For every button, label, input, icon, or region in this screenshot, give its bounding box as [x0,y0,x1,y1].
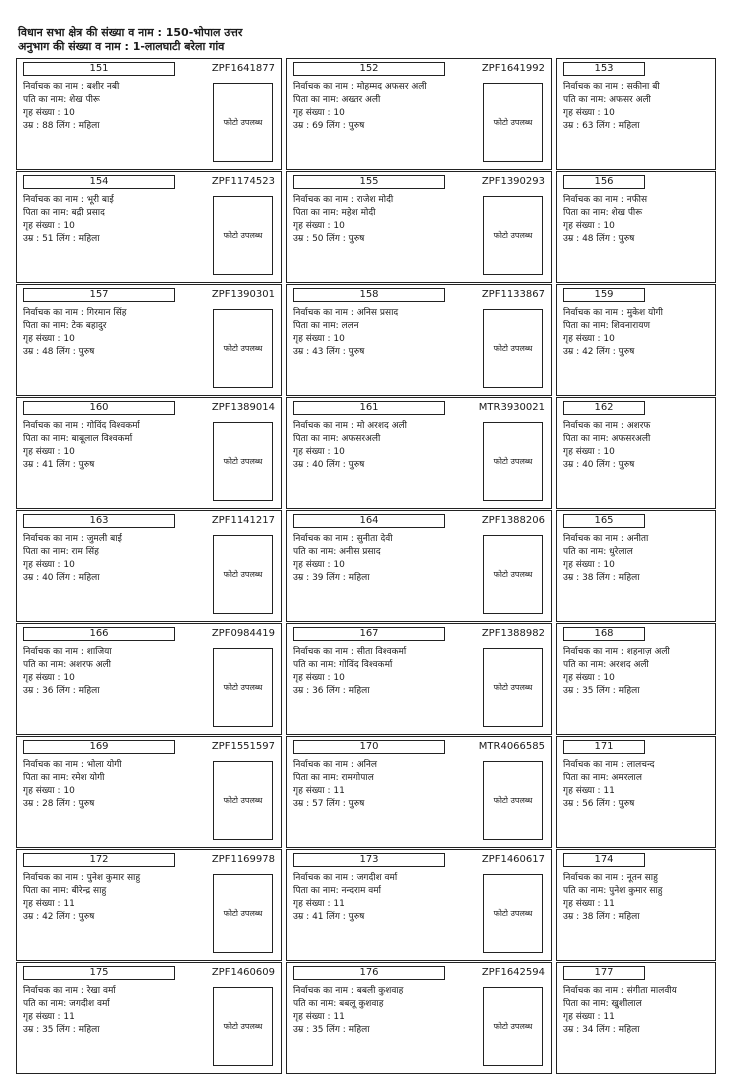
relation-name: पति का नाम: धुरेलाल [563,547,633,557]
age-gender: उम्र : 35 लिंग : महिला [23,1025,100,1035]
photo-placeholder: फोटो उपलब्ध [213,422,273,501]
house-number: गृह संख्या : 10 [563,334,615,344]
age-gender: उम्र : 57 लिंग : पुरुष [293,799,365,809]
serial-number: 176 [293,966,445,980]
relation-name: पिता का नाम: राम सिंह [23,547,99,557]
serial-number: 177 [563,966,645,980]
relation-name: पति का नाम: अफसर अली [563,95,651,105]
house-number: गृह संख्या : 11 [563,899,615,909]
relation-name: पति का नाम: गोविंद विश्वकर्मा [293,660,393,670]
photo-placeholder: फोटो उपलब्ध [213,874,273,953]
epic-number: ZPF1174523 [211,176,275,187]
photo-placeholder: फोटो उपलब्ध [483,761,543,840]
voter-name: निर्वाचक का नाम : शाजिया [23,647,112,657]
age-gender: उम्र : 69 लिंग : पुरुष [293,121,365,131]
epic-number: ZPF1390293 [481,176,545,187]
photo-placeholder: फोटो उपलब्ध [213,196,273,275]
voter-name: निर्वाचक का नाम : रेखा वर्मा [23,986,116,996]
voter-name: निर्वाचक का नाम : लालचन्द [563,760,655,770]
house-number: गृह संख्या : 10 [293,108,345,118]
age-gender: उम्र : 41 लिंग : पुरुष [293,912,365,922]
house-number: गृह संख्या : 10 [293,334,345,344]
serial-number: 171 [563,740,645,754]
voter-card [16,736,282,848]
relation-name: पिता का नाम: रमेश योगी [23,773,105,783]
voter-name: निर्वाचक का नाम : सकीना बी [563,82,660,92]
age-gender: उम्र : 40 लिंग : पुरुष [563,460,635,470]
voter-name: निर्वाचक का नाम : भोला योगी [23,760,122,770]
house-number: गृह संख्या : 10 [23,108,75,118]
relation-name: पिता का नाम: शेख पीरू [563,208,643,218]
age-gender: उम्र : 28 लिंग : पुरुष [23,799,95,809]
relation-name: पिता का नाम: अफसरअली [563,434,651,444]
house-number: गृह संख्या : 11 [293,899,345,909]
relation-name: पिता का नाम: बद्री प्रसाद [23,208,105,218]
voter-name: निर्वाचक का नाम : मो अरशद अली [293,421,407,431]
photo-placeholder: फोटो उपलब्ध [483,535,543,614]
house-number: गृह संख्या : 11 [293,786,345,796]
relation-name: पिता का नाम: शिवनारायण [563,321,650,331]
epic-number: ZPF1460609 [211,967,275,978]
voter-card [556,397,716,509]
voter-card [16,510,282,622]
serial-number: 164 [293,514,445,528]
serial-number: 152 [293,62,445,76]
serial-number: 167 [293,627,445,641]
house-number: गृह संख्या : 10 [293,673,345,683]
card-row [16,397,712,510]
age-gender: उम्र : 36 लिंग : महिला [23,686,100,696]
relation-name: पिता का नाम: ललन [293,321,359,331]
serial-number: 166 [23,627,175,641]
card-row [16,736,712,849]
card-row [16,623,712,736]
card-row [16,962,712,1075]
house-number: गृह संख्या : 10 [293,221,345,231]
relation-name: पिता का नाम: अमरलाल [563,773,642,783]
house-number: गृह संख्या : 10 [23,560,75,570]
card-row [16,510,712,623]
card-row [16,171,712,284]
epic-number: ZPF0984419 [211,628,275,639]
relation-name: पति का नाम: बबलू कुशवाह [293,999,384,1009]
house-number: गृह संख्या : 10 [23,447,75,457]
serial-number: 165 [563,514,645,528]
age-gender: उम्र : 34 लिंग : महिला [563,1025,640,1035]
epic-number: ZPF1641877 [211,63,275,74]
serial-number: 158 [293,288,445,302]
house-number: गृह संख्या : 10 [563,560,615,570]
voter-name: निर्वाचक का नाम : अनीता [563,534,649,544]
voter-name: निर्वाचक का नाम : जुमली बाई [23,534,122,544]
relation-name: पिता का नाम: अफसरअली [293,434,381,444]
relation-name: पिता का नाम: बीरेन्द्र साहु [23,886,107,896]
voter-card [286,510,552,622]
voter-name: निर्वाचक का नाम : राजेश मोदी [293,195,394,205]
voter-card [16,284,282,396]
serial-number: 154 [23,175,175,189]
serial-number: 153 [563,62,645,76]
age-gender: उम्र : 48 लिंग : पुरुष [23,347,95,357]
house-number: गृह संख्या : 11 [563,786,615,796]
voter-name: निर्वाचक का नाम : बबली कुशवाह [293,986,404,996]
epic-number: ZPF1141217 [211,515,275,526]
voter-name: निर्वाचक का नाम : गिरमान सिंह [23,308,127,318]
photo-placeholder: फोटो उपलब्ध [483,309,543,388]
voter-card [286,962,552,1074]
relation-name: पिता का नाम: नन्दराम वर्मा [293,886,381,896]
photo-placeholder: फोटो उपलब्ध [483,422,543,501]
epic-number: MTR4066585 [478,741,545,752]
voter-card [286,171,552,283]
serial-number: 155 [293,175,445,189]
voter-name: निर्वाचक का नाम : मुकेश योगी [563,308,663,318]
voter-card [556,284,716,396]
card-row [16,849,712,962]
age-gender: उम्र : 35 लिंग : महिला [563,686,640,696]
relation-name: पिता का नाम: खुशीलाल [563,999,642,1009]
photo-placeholder: फोटो उपलब्ध [213,535,273,614]
relation-name: पिता का नाम: बाबूलाल विश्वकर्मा [23,434,133,444]
age-gender: उम्र : 39 लिंग : महिला [293,573,370,583]
age-gender: उम्र : 41 लिंग : पुरुष [23,460,95,470]
age-gender: उम्र : 40 लिंग : महिला [23,573,100,583]
serial-number: 156 [563,175,645,189]
serial-number: 157 [23,288,175,302]
serial-number: 168 [563,627,645,641]
photo-placeholder: फोटो उपलब्ध [213,83,273,162]
house-number: गृह संख्या : 10 [563,673,615,683]
house-number: गृह संख्या : 10 [563,108,615,118]
voter-name: निर्वाचक का नाम : नूतन साहु [563,873,658,883]
age-gender: उम्र : 42 लिंग : पुरुष [23,912,95,922]
epic-number: ZPF1133867 [481,289,545,300]
voter-card [556,58,716,170]
voter-card [286,849,552,961]
voter-card [16,58,282,170]
serial-number: 170 [293,740,445,754]
voter-card [556,510,716,622]
voter-name: निर्वाचक का नाम : सुनीता देवी [293,534,393,544]
age-gender: उम्र : 43 लिंग : पुरुष [293,347,365,357]
photo-placeholder: फोटो उपलब्ध [483,648,543,727]
card-row [16,58,712,171]
serial-number: 160 [23,401,175,415]
card-row [16,284,712,397]
voter-name: निर्वाचक का नाम : बशीर नबी [23,82,120,92]
relation-name: पिता का नाम: महेश मोदी [293,208,376,218]
serial-number: 159 [563,288,645,302]
voter-card [286,58,552,170]
epic-number: ZPF1460617 [481,854,545,865]
photo-placeholder: फोटो उपलब्ध [213,648,273,727]
photo-placeholder: फोटो उपलब्ध [213,309,273,388]
house-number: गृह संख्या : 10 [23,334,75,344]
house-number: गृह संख्या : 10 [563,447,615,457]
serial-number: 162 [563,401,645,415]
age-gender: उम्र : 35 लिंग : महिला [293,1025,370,1035]
serial-number: 175 [23,966,175,980]
relation-name: पति का नाम: अनीस प्रसाद [293,547,381,557]
serial-number: 163 [23,514,175,528]
epic-number: ZPF1388206 [481,515,545,526]
photo-placeholder: फोटो उपलब्ध [483,83,543,162]
house-number: गृह संख्या : 10 [563,221,615,231]
serial-number: 174 [563,853,645,867]
voter-name: निर्वाचक का नाम : मोहम्मद अफसर अली [293,82,427,92]
voter-name: निर्वाचक का नाम : जगदीश वर्मा [293,873,398,883]
voter-card [16,171,282,283]
age-gender: उम्र : 40 लिंग : पुरुष [293,460,365,470]
age-gender: उम्र : 63 लिंग : महिला [563,121,640,131]
photo-placeholder: फोटो उपलब्ध [483,196,543,275]
epic-number: ZPF1389014 [211,402,275,413]
serial-number: 172 [23,853,175,867]
epic-number: ZPF1642594 [481,967,545,978]
voter-card [16,849,282,961]
age-gender: उम्र : 38 लिंग : महिला [563,573,640,583]
voter-card [556,962,716,1074]
house-number: गृह संख्या : 10 [23,221,75,231]
relation-name: पिता का नाम: टेक बहादुर [23,321,107,331]
epic-number: ZPF1551597 [211,741,275,752]
house-number: गृह संख्या : 10 [23,673,75,683]
relation-name: पति का नाम: अशरफ अली [23,660,111,670]
voter-card [556,171,716,283]
relation-name: पति का नाम: जगदीश वर्मा [23,999,110,1009]
house-number: गृह संख्या : 11 [23,899,75,909]
serial-number: 151 [23,62,175,76]
voter-name: निर्वाचक का नाम : अनिस प्रसाद [293,308,399,318]
age-gender: उम्र : 42 लिंग : पुरुष [563,347,635,357]
voter-name: निर्वाचक का नाम : अशरफ [563,421,651,431]
age-gender: उम्र : 48 लिंग : पुरुष [563,234,635,244]
age-gender: उम्र : 88 लिंग : महिला [23,121,100,131]
house-number: गृह संख्या : 10 [293,447,345,457]
voter-card [286,397,552,509]
house-number: गृह संख्या : 11 [563,1012,615,1022]
epic-number: MTR3930021 [478,402,545,413]
serial-number: 173 [293,853,445,867]
house-number: गृह संख्या : 10 [23,786,75,796]
photo-placeholder: फोटो उपलब्ध [483,874,543,953]
age-gender: उम्र : 50 लिंग : पुरुष [293,234,365,244]
house-number: गृह संख्या : 10 [293,560,345,570]
voter-name: निर्वाचक का नाम : संगीता मालवीय [563,986,677,996]
photo-placeholder: फोटो उपलब्ध [213,987,273,1066]
section-title: अनुभाग की संख्या व नाम : 1-लालघाटी बरेला गांव [18,40,225,53]
voter-card [286,736,552,848]
voter-name: निर्वाचक का नाम : सीता विश्वकर्मा [293,647,407,657]
relation-name: पति का नाम: अरशद अली [563,660,649,670]
epic-number: ZPF1388982 [481,628,545,639]
voter-name: निर्वाचक का नाम : शहनाज़ अली [563,647,670,657]
voter-card [556,736,716,848]
voter-card [16,962,282,1074]
voter-card [556,849,716,961]
photo-placeholder: फोटो उपलब्ध [483,987,543,1066]
voter-name: निर्वाचक का नाम : नफीस [563,195,648,205]
voter-name: निर्वाचक का नाम : भूरी बाई [23,195,114,205]
constituency-title: विधान सभा क्षेत्र की संख्या व नाम : 150-भोपाल उत्तर [18,26,243,39]
epic-number: ZPF1390301 [211,289,275,300]
age-gender: उम्र : 38 लिंग : महिला [563,912,640,922]
epic-number: ZPF1641992 [481,63,545,74]
relation-name: पिता का नाम: अख्तर अली [293,95,381,105]
voter-card [556,623,716,735]
voter-card [16,397,282,509]
voter-card [286,623,552,735]
age-gender: उम्र : 56 लिंग : पुरुष [563,799,635,809]
voter-grid [16,58,712,1075]
age-gender: उम्र : 36 लिंग : महिला [293,686,370,696]
voter-card [286,284,552,396]
voter-name: निर्वाचक का नाम : अनिल [293,760,378,770]
serial-number: 169 [23,740,175,754]
voter-card [16,623,282,735]
house-number: गृह संख्या : 11 [293,1012,345,1022]
age-gender: उम्र : 51 लिंग : महिला [23,234,100,244]
relation-name: पति का नाम: शेख पीरू [23,95,100,105]
photo-placeholder: फोटो उपलब्ध [213,761,273,840]
epic-number: ZPF1169978 [211,854,275,865]
relation-name: पति का नाम: पुनेश कुमार साहु [563,886,663,896]
voter-name: निर्वाचक का नाम : गोविंद विश्वकर्मा [23,421,140,431]
voter-name: निर्वाचक का नाम : पुनेश कुमार साहु [23,873,141,883]
serial-number: 161 [293,401,445,415]
house-number: गृह संख्या : 11 [23,1012,75,1022]
relation-name: पिता का नाम: रामगोपाल [293,773,374,783]
